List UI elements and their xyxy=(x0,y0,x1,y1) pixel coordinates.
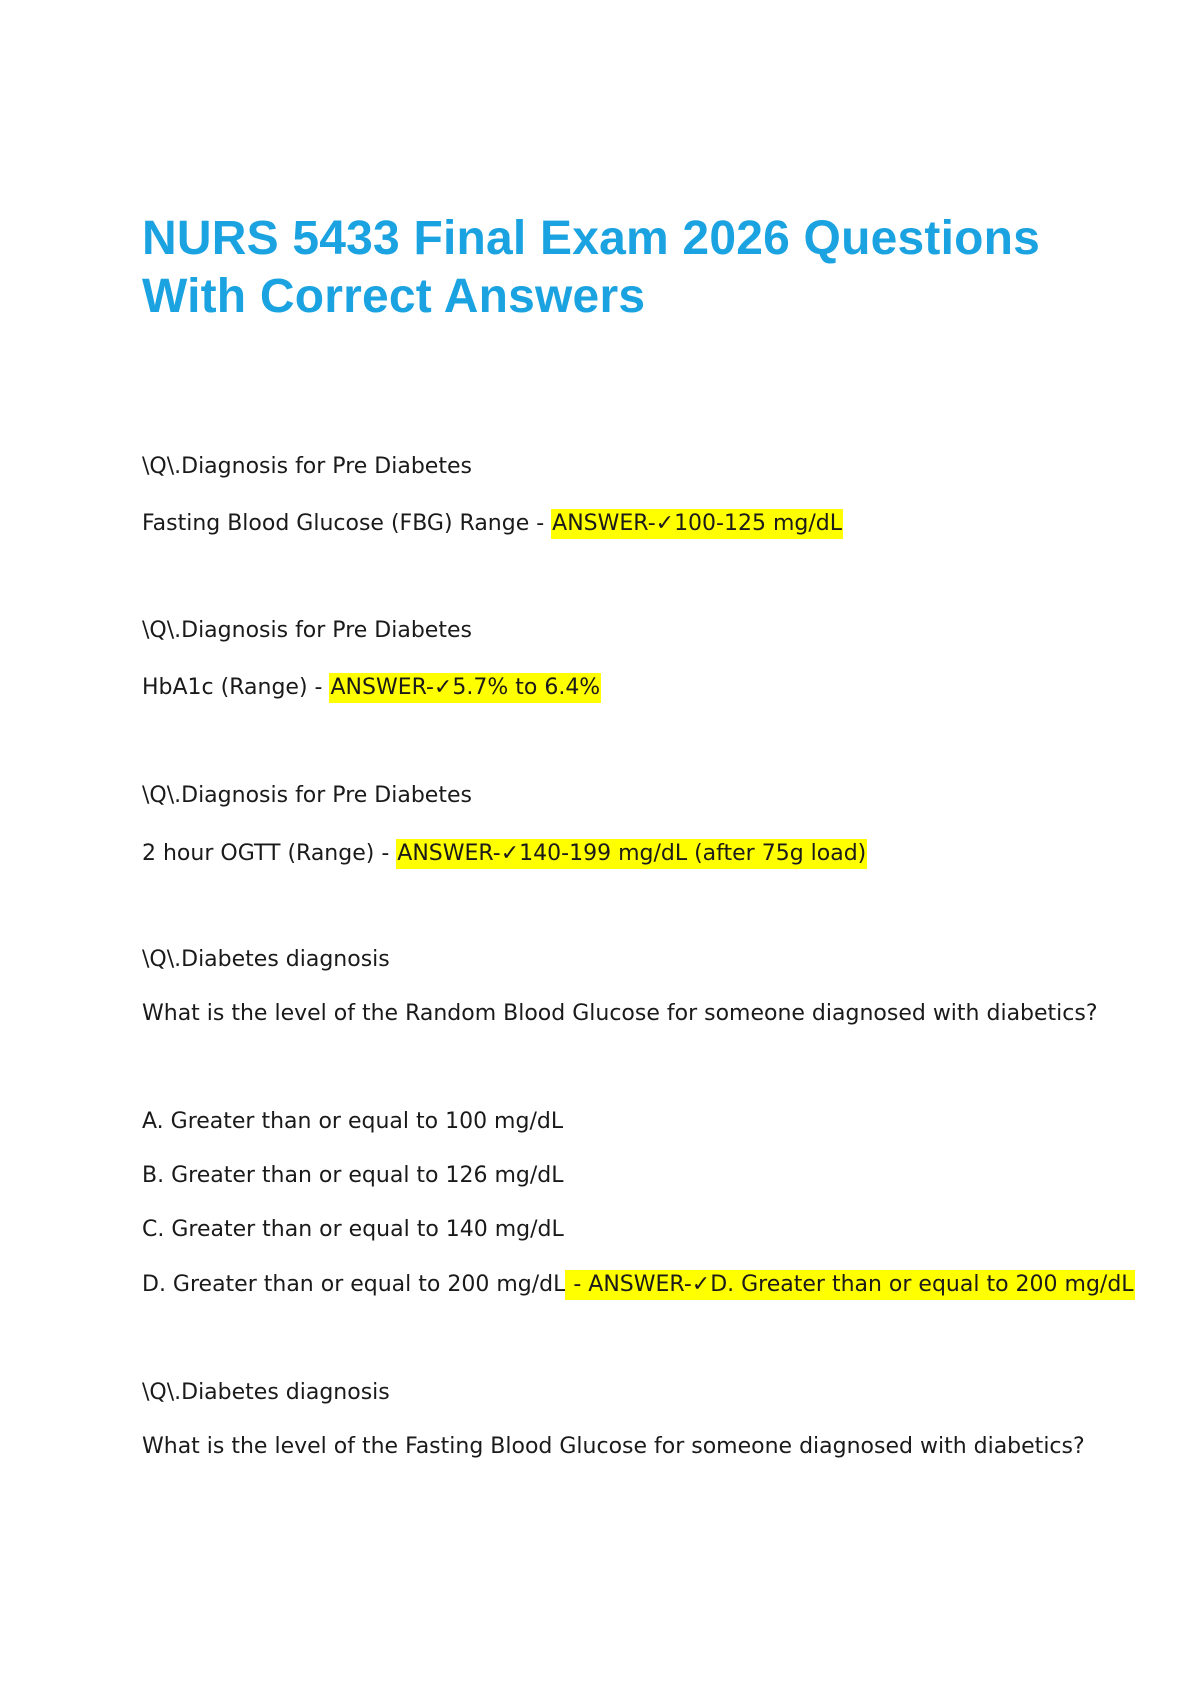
question-line xyxy=(142,673,601,703)
question-prompt: What is the level of the Fasting Blood Glucose for someone diagnosed with diabetics? xyxy=(142,1434,1085,1459)
question-line xyxy=(142,1270,1135,1300)
answer-highlight: ANSWER-✓5.7% to 6.4% xyxy=(329,673,601,703)
question-line xyxy=(142,839,867,869)
question-prompt: 2 hour OGTT (Range) - xyxy=(142,841,397,866)
question-label: \Q\.Diabetes diagnosis xyxy=(142,947,390,972)
question-label: \Q\.Diagnosis for Pre Diabetes xyxy=(142,618,472,643)
question-label: \Q\.Diabetes diagnosis xyxy=(142,1380,390,1405)
question-label: \Q\.Diagnosis for Pre Diabetes xyxy=(142,783,472,808)
answer-option: C. Greater than or equal to 140 mg/dL xyxy=(142,1217,564,1242)
question-prompt: Fasting Blood Glucose (FBG) Range - xyxy=(142,511,552,536)
question-prompt: What is the level of the Random Blood Glucose for someone diagnosed with diabetics? xyxy=(142,1001,1098,1026)
answer-highlight: - ANSWER-✓D. Greater than or equal to 200 mg/dL xyxy=(565,1270,1134,1300)
answer-highlight: ANSWER-✓100-125 mg/dL xyxy=(551,509,843,539)
question-line xyxy=(142,509,843,539)
title-line-2: With Correct Answers xyxy=(142,270,646,323)
document-title xyxy=(142,210,1082,326)
question-label: \Q\.Diagnosis for Pre Diabetes xyxy=(142,454,472,479)
title-line-1: NURS 5433 Final Exam 2026 Questions xyxy=(142,212,1041,265)
answer-option: D. Greater than or equal to 200 mg/dL xyxy=(142,1272,566,1297)
answer-option: B. Greater than or equal to 126 mg/dL xyxy=(142,1163,564,1188)
answer-highlight: ANSWER-✓140-199 mg/dL (after 75g load) xyxy=(396,839,867,869)
question-prompt: HbA1c (Range) - xyxy=(142,675,330,700)
answer-option: A. Greater than or equal to 100 mg/dL xyxy=(142,1109,564,1134)
